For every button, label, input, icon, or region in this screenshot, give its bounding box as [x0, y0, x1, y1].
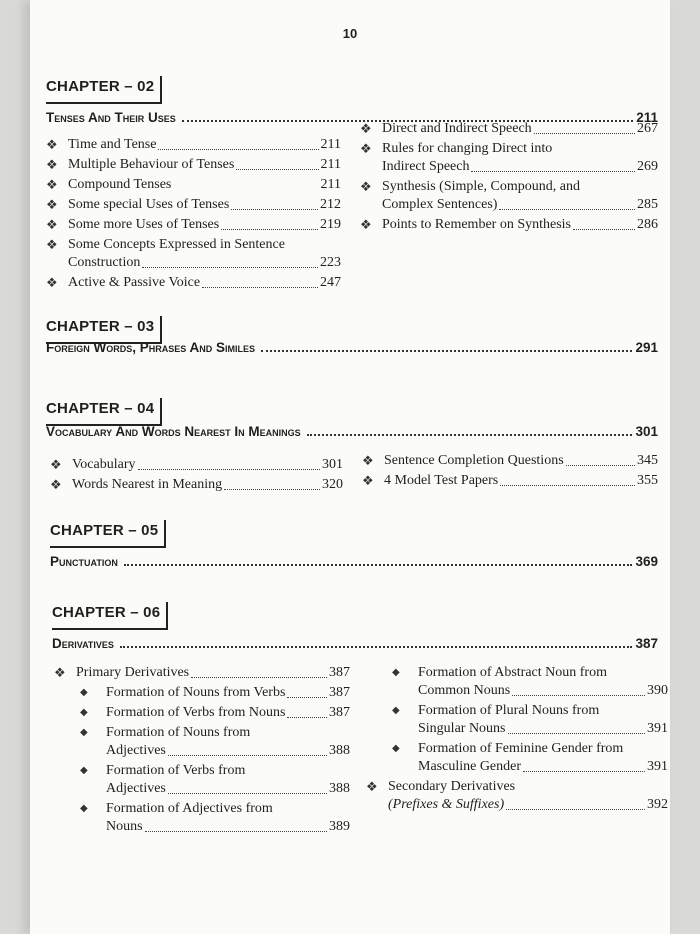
dot-leader: [307, 434, 633, 436]
chapter-04-heading: CHAPTER – 04: [46, 398, 162, 426]
diamond-bullet-icon: ❖: [360, 179, 372, 194]
small-diamond-bullet-icon: ◆: [392, 743, 400, 754]
diamond-bullet-icon: ❖: [46, 197, 58, 212]
toc-item: ❖ 4 Model Test Papers 355: [362, 473, 658, 488]
small-diamond-bullet-icon: ◆: [80, 687, 88, 698]
section-title: Foreign Words, Phrases And Similes: [46, 340, 256, 355]
section-page: 301: [635, 424, 658, 439]
toc-item: ❖ Some more Uses of Tenses 219: [46, 217, 341, 232]
page-number: 10: [342, 26, 358, 41]
section-derivatives: [52, 636, 658, 651]
section-punctuation: [50, 554, 658, 569]
diamond-bullet-icon: ❖: [46, 177, 58, 192]
toc-item: ❖ Primary Derivatives 387: [54, 665, 350, 680]
book-page: [30, 0, 670, 934]
diamond-bullet-icon: ❖: [46, 275, 58, 290]
diamond-bullet-icon: ❖: [46, 217, 58, 232]
small-diamond-bullet-icon: ◆: [80, 727, 88, 738]
toc-item: ❖ Vocabulary 301: [50, 457, 343, 472]
section-title: Tenses And Their Uses: [46, 110, 176, 125]
toc-item: ❖ Some Concepts Expressed in Sentence Construction 223: [46, 237, 341, 270]
section-title: Derivatives: [52, 636, 114, 651]
diamond-bullet-icon: ❖: [366, 779, 378, 794]
diamond-bullet-icon: ❖: [362, 453, 374, 468]
toc-item: ❖ Time and Tense 211: [46, 137, 341, 152]
diamond-bullet-icon: ❖: [360, 217, 372, 232]
toc-subitem: ◆ Formation of Abstract Noun from Common Nouns 390: [392, 665, 668, 698]
diamond-bullet-icon: ❖: [360, 121, 372, 136]
toc-subitem: ◆ Formation of Plural Nouns from Singular Nouns 391: [392, 703, 668, 736]
ch4-right-list: [362, 452, 658, 492]
chapter-05-heading: CHAPTER – 05: [50, 520, 166, 548]
small-diamond-bullet-icon: ◆: [80, 803, 88, 814]
small-diamond-bullet-icon: ◆: [392, 705, 400, 716]
toc-item: ❖ Words Nearest in Meaning 320: [50, 477, 343, 492]
diamond-bullet-icon: ❖: [46, 237, 58, 252]
toc-item: ❖ Active & Passive Voice 247: [46, 275, 341, 290]
section-page: 387: [635, 636, 658, 651]
small-diamond-bullet-icon: ◆: [80, 707, 88, 718]
chapter-02-heading: CHAPTER – 02: [46, 76, 162, 104]
chapter-03-heading: CHAPTER – 03: [46, 316, 162, 344]
ch6-right-list: [366, 664, 668, 816]
small-diamond-bullet-icon: ◆: [80, 765, 88, 776]
section-page: 291: [635, 340, 658, 355]
toc-item: ❖ Direct and Indirect Speech 267: [360, 121, 658, 136]
chapter-02-section: [46, 88, 658, 90]
diamond-bullet-icon: ❖: [46, 157, 58, 172]
section-page: 369: [635, 554, 658, 569]
diamond-bullet-icon: ❖: [50, 477, 62, 492]
diamond-bullet-icon: ❖: [362, 473, 374, 488]
dot-leader: [261, 350, 632, 352]
toc-item: ❖ Rules for changing Direct into Indirect Speech 269: [360, 141, 658, 174]
toc-item: ❖ Some special Uses of Tenses 212: [46, 197, 341, 212]
toc-item: ❖ Multiple Behaviour of Tenses 211: [46, 157, 341, 172]
toc-subitem: ◆ Formation of Feminine Gender from Masculine Gender 391: [392, 741, 668, 774]
ch4-left-list: [50, 456, 343, 496]
toc-item: ❖ Sentence Completion Questions 345: [362, 453, 658, 468]
toc-subitem: ◆ Formation of Verbs from Nouns 387: [80, 705, 350, 720]
chapter-06-heading: CHAPTER – 06: [52, 602, 168, 630]
toc-subitem: ◆ Formation of Nouns from Adjectives 388: [80, 725, 350, 758]
toc-item: ❖ Secondary Derivatives (Prefixes & Suffixes) 392: [366, 779, 668, 812]
ch2-left-list: [46, 136, 341, 294]
diamond-bullet-icon: ❖: [360, 141, 372, 156]
toc-subitem: ◆ Formation of Nouns from Verbs 387: [80, 685, 350, 700]
section-title: Vocabulary And Words Nearest In Meanings: [46, 424, 301, 439]
diamond-bullet-icon: ❖: [54, 665, 66, 680]
ch2-right-list: [360, 120, 658, 236]
toc-item: ❖ Points to Remember on Synthesis 286: [360, 217, 658, 232]
section-foreign-words: [46, 340, 658, 355]
toc-subitem: ◆ Formation of Verbs from Adjectives 388: [80, 763, 350, 796]
section-vocabulary: [46, 424, 658, 439]
dot-leader: [124, 564, 633, 566]
diamond-bullet-icon: ❖: [50, 457, 62, 472]
toc-item: ❖ Compound Tenses 211: [46, 177, 341, 192]
dot-leader: [120, 646, 633, 648]
section-page: 211: [636, 110, 658, 125]
ch6-left-list: [54, 664, 350, 838]
section-title: Punctuation: [50, 554, 118, 569]
toc-item: ❖ Synthesis (Simple, Compound, and Complex Sentences) 285: [360, 179, 658, 212]
diamond-bullet-icon: ❖: [46, 137, 58, 152]
toc-subitem: ◆ Formation of Adjectives from Nouns 389: [80, 801, 350, 834]
small-diamond-bullet-icon: ◆: [392, 667, 400, 678]
